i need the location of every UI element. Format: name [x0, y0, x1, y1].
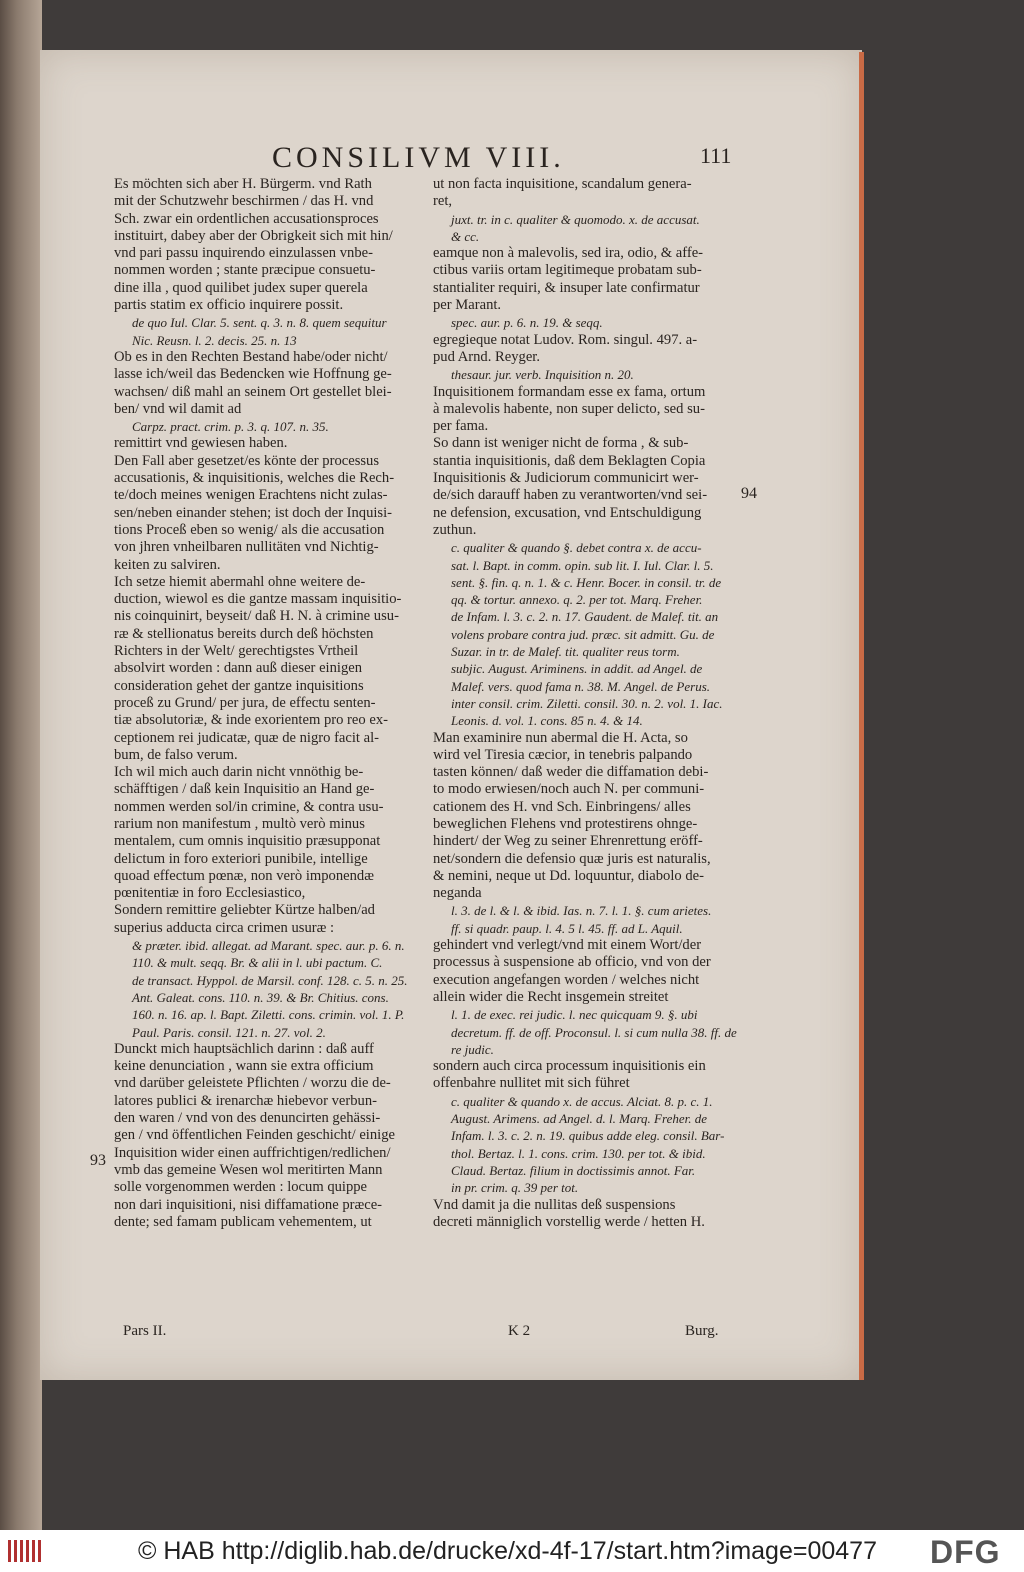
citation-line: c. qualiter & quando x. de accus. Alciat. 8. p. c. 1. — [451, 1093, 713, 1109]
text-line: absolvirt worden : dann auß dieser einigen — [114, 660, 363, 677]
text-line: proceß zu Grund/ per jura, de effectu senten- — [114, 694, 376, 711]
text-line: So dann ist weniger nicht de forma , & sub- — [433, 435, 689, 452]
text-line: Man examinire nun abermal die H. Acta, so — [433, 729, 688, 746]
citation-line: l. 3. de l. & l. & ibid. Ias. n. 7. l. 1. §. cum arietes. — [451, 903, 712, 919]
text-line: mentalem, cum omnis inquisitio præsupponat — [114, 833, 381, 850]
citation-line: sent. §. fin. q. n. 1. & c. Henr. Bocer. in consil. tr. de — [451, 574, 722, 590]
text-line: keine denunciation , wann sie extra officium — [114, 1058, 374, 1075]
citation-line: c. qualiter & quando §. debet contra x. de accu- — [451, 540, 702, 556]
citation-line: Suzar. in tr. de Malef. tit. qualiter reus torm. — [451, 644, 680, 660]
citation-line: de transact. Hyppol. de Marsil. conf. 128. c. 5. n. 25. — [132, 972, 408, 988]
text-line: à malevolis habente, non super delicto, sed su- — [433, 400, 705, 417]
citation-line: Infam. l. 3. c. 2. n. 19. quibus adde eleg. consil. Bar- — [451, 1128, 725, 1144]
text-line: solle vorgenommen werden : locum quippe — [114, 1179, 368, 1196]
citation-line: Leonis. d. vol. 1. cons. 85 n. 4. & 14. — [451, 713, 643, 729]
citation-line: thesaur. jur. verb. Inquisition n. 20. — [451, 367, 634, 383]
text-line: beweglichen Flehens vnd protestirens ohnge- — [433, 815, 698, 832]
citation-line: volens probare contra jud. præc. sit admitt. Gu. de — [451, 626, 715, 642]
citation-line: Nic. Reusn. l. 2. decis. 25. n. 13 — [132, 332, 297, 348]
text-line: tions Proceß eben so wenig/ als die accusation — [114, 521, 385, 538]
dfg-logo: DFG — [930, 1534, 1001, 1570]
text-line: bum, de falso verum. — [114, 746, 238, 763]
text-line: offenbahre nullitet mit sich führet — [433, 1075, 630, 1092]
text-line: pud Arnd. Reyger. — [433, 348, 541, 365]
text-line: de/sich darauff haben zu verantworten/vnd sei- — [433, 487, 708, 504]
text-line: zuthun. — [433, 521, 477, 538]
citation-line: re judic. — [451, 1041, 494, 1057]
right-text-column — [433, 176, 738, 1231]
citation-line: in pr. crim. q. 39 per tot. — [451, 1180, 579, 1196]
citation-line: thol. Bertaz. l. 1. cons. crim. 130. per tot. & ibid. — [451, 1145, 706, 1161]
page-title: CONSILIVM VIII. — [272, 141, 565, 174]
text-line: delictum in foro exteriori punibile, intellige — [114, 850, 368, 867]
text-line: von jhren vnheilbaren nullitäten vnd Nichtig- — [114, 539, 379, 556]
text-line: partis statim ex officio inquirere possit. — [114, 297, 344, 314]
footer-signature: K 2 — [508, 1323, 531, 1339]
citation-line: spec. aur. p. 6. n. 19. & seqq. — [451, 315, 603, 331]
text-line: Richters in der Welt/ gerechtigstes Vrtheil — [114, 643, 359, 660]
text-line: & nemini, neque ut Dd. loquuntur, diabolo de- — [433, 867, 704, 884]
text-line: keiten zu salviren. — [114, 556, 221, 573]
text-line: to modo erwiesen/noch auch N. per communi- — [433, 781, 705, 798]
text-line: tiæ absolutoriæ, & inde exorientem pro reo ex- — [114, 712, 388, 729]
text-line: latores publici & irenarchæ hiebevor verbun- — [114, 1092, 378, 1109]
citation-line: sat. l. Bapt. in comm. opin. sub lit. I. Iul. Clar. l. 5. — [451, 557, 714, 573]
text-line: sondern auch circa processum inquisitionis ein — [433, 1058, 706, 1075]
text-line: pœnitentiæ in foro Ecclesiastico, — [114, 885, 306, 902]
text-line: dente; sed famam publicam vehementem, ut — [114, 1213, 372, 1230]
text-line: stantia inquisitionis, daß dem Beklagten Copia — [433, 452, 706, 469]
citation-line: & cc. — [451, 228, 480, 244]
margin-note-left: 93 — [90, 1152, 106, 1169]
credit-link[interactable]: © HAB http://diglib.hab.de/drucke/xd-4f-17/start.htm?image=00477 — [138, 1537, 877, 1565]
text-line: processus à suspensione ab officio, vnd von der — [433, 954, 711, 971]
text-line: vmb das gemeine Wesen wol meritirten Mann — [114, 1161, 383, 1178]
text-line: consideration gehet der gantze inquisitions — [114, 677, 364, 694]
text-line: Den Fall aber gesetzet/es könte der processus — [114, 452, 380, 469]
text-line: Ich setze hiemit abermahl ohne weitere de- — [114, 573, 366, 590]
citation-line: Carpz. pract. crim. p. 3. q. 107. n. 35. — [132, 419, 329, 435]
text-line: allein wider die Recht insgemein streitet — [433, 988, 669, 1005]
footer-part: Pars II. — [123, 1323, 167, 1339]
text-line: Sch. zwar ein ordentlichen accusationsproces — [114, 210, 379, 227]
citation-line: Claud. Bertaz. filium in doctissimis annot. Far. — [451, 1162, 696, 1178]
text-line: rarium non manifestum , multò verò minus — [114, 815, 365, 832]
text-line: Sondern remittire geliebter Kürtze halben/ad — [114, 902, 375, 919]
text-line: ne defension, excusation, vnd Entschuldigung — [433, 504, 702, 521]
text-line: gehindert vnd verlegt/vnd mit einem Wort/der — [433, 937, 702, 954]
citation-line: qq. & tortur. annexo. q. 2. per tot. Marq. Freher. — [451, 592, 703, 608]
text-line: ben/ vnd wil damit ad — [114, 400, 242, 417]
text-line: decreti männiglich vorstellig werde / hetten H. — [433, 1213, 705, 1230]
citation-line: de Infam. l. 3. c. 2. n. 17. Gaudent. de Malef. tit. an — [451, 609, 719, 625]
citation-line: inter consil. crim. Ziletti. consil. 30. n. 2. vol. 1. Iac. — [451, 695, 723, 711]
text-line: quoad effectum pœnæ, non verò imponendæ — [114, 867, 374, 884]
text-line: sen/neben einander stehen; ist doch der Inquisi- — [114, 504, 393, 521]
text-line: stantialiter requiri, & insuper late confirmatur — [433, 279, 700, 296]
left-text-column — [114, 176, 414, 1231]
text-line: vnd darüber geleistete Pflichten / worzu die de- — [114, 1075, 391, 1092]
text-line: mit der Schutzwehr beschirmen / das H. vnd — [114, 193, 374, 210]
text-line: Vnd damit ja die nullitas deß suspensions — [433, 1196, 676, 1213]
text-line: Inquisition wider einen auffrichtigen/redlichen/ — [114, 1144, 391, 1161]
text-line: eamque non à malevolis, sed ira, odio, & affe- — [433, 245, 704, 262]
citation-line: Paul. Paris. consil. 121. n. 27. vol. 2. — [132, 1024, 326, 1040]
text-line: dine illa , quod quilibet judex super querela — [114, 279, 368, 296]
citation-line: subjic. August. Ariminens. in addit. ad Angel. de — [451, 661, 703, 677]
text-line: Inquisitionis & Judiciorum communicirt wer- — [433, 470, 699, 487]
citation-line: & præter. ibid. allegat. ad Marant. spec. aur. p. 6. n. — [132, 938, 405, 954]
text-line: ut non facta inquisitione, scandalum genera- — [433, 176, 692, 192]
text-line: execution angefangen worden / welches nicht — [433, 971, 700, 988]
text-line: schäfftigen / daß kein Inquisitio an Hand ge- — [114, 781, 375, 798]
citation-line: de quo Iul. Clar. 5. sent. q. 3. n. 8. quem sequitur — [132, 315, 387, 331]
text-line: wird vel Tiresia cæcior, in tenebris palpando — [433, 746, 693, 763]
hab-logo-icon — [6, 1536, 46, 1566]
text-line: net/sondern die defensio quæ juris est naturalis, — [433, 850, 711, 867]
text-line: ret, — [433, 193, 453, 210]
text-line: hindert/ der Weg zu seiner Ehrenrettung eröff- — [433, 833, 703, 850]
text-line: ceptionem rei judicatæ, quæ de nigro facit al- — [114, 729, 380, 746]
text-line: ræ & stellionatus bereits durch deß höchsten — [114, 625, 374, 642]
text-line: Dunckt mich hauptsächlich darinn : daß auff — [114, 1040, 374, 1057]
text-line: instituirt, dabey aber der Obrigkeit sich mit hin/ — [114, 227, 393, 244]
citation-line: 160. n. 16. ap. l. Bapt. Ziletti. cons. crimin. vol. 1. P. — [132, 1007, 405, 1023]
text-line: te/doch meines wenigen Erachtens nicht zulas- — [114, 487, 388, 504]
text-line: egregieque notat Ludov. Rom. singul. 497. a- — [433, 331, 698, 348]
text-line: Ich wil mich auch darin nicht vnnöthig be- — [114, 764, 364, 781]
citation-line: l. 1. de exec. rei judic. l. nec quicquam 9. §. ubi — [451, 1007, 698, 1023]
text-line: lasse ich/weil das Bedencken wie Hoffnung ge- — [114, 366, 392, 383]
text-line: gen / vnd öffentlichen Feinden geschicht/ einige — [114, 1127, 395, 1144]
text-line: Inquisitionem formandam esse ex fama, ortum — [433, 383, 706, 400]
citation-line: juxt. tr. in c. qualiter & quomodo. x. de accusat. — [451, 211, 700, 227]
page-number: 111 — [700, 143, 732, 168]
footer-catchword: Burg. — [685, 1323, 719, 1339]
text-line: non dari inquisitioni, nisi diffamatione præce- — [114, 1196, 383, 1213]
text-line: per Marant. — [433, 297, 502, 314]
citation-line: August. Arimens. ad Angel. d. l. Marq. Freher. de — [451, 1111, 708, 1127]
text-line: remittirt vnd gewiesen haben. — [114, 435, 288, 452]
text-line: wachsen/ diß mahl an seinem Ort gestellet blei- — [114, 383, 392, 400]
page-edge-red — [859, 52, 864, 1380]
margin-note-right: 94 — [741, 485, 757, 502]
text-line: duction, wiewol es die gantze massam inquisitio- — [114, 591, 402, 608]
text-line: vnd pari passu inquirendo einzulassen vnbe- — [114, 245, 373, 262]
citation-line: Ant. Galeat. cons. 110. n. 39. & Br. Chitius. cons. — [132, 989, 389, 1005]
text-line: accusationis, & inquisitionis, welches die Rech- — [114, 470, 395, 487]
text-line: nommen worden ; stante præcipue consuetu- — [114, 262, 376, 279]
citation-line: ff. si quadr. paup. l. 4. 5 l. 45. ff. ad L. Aquil. — [451, 920, 683, 936]
facing-page-edge — [0, 0, 42, 1530]
text-line: neganda — [433, 885, 482, 902]
citation-line: Malef. vers. quod fama n. 38. M. Angel. de Perus. — [451, 678, 710, 694]
text-line: per fama. — [433, 418, 489, 435]
text-line: superius adducta circa crimen usuræ : — [114, 919, 335, 936]
text-line: Ob es in den Rechten Bestand habe/oder nicht/ — [114, 348, 388, 365]
text-line: ctibus variis ortam legitimeque probatam sub- — [433, 262, 702, 279]
text-line: nommen werden sol/in crimine, & contra usu- — [114, 798, 384, 815]
citation-line: decretum. ff. de off. Proconsul. l. si cum nulla 38. ff. de — [451, 1024, 737, 1040]
text-line: den waren / vnd von des denuncirten gehässi- — [114, 1110, 381, 1127]
text-line: tasten können/ daß weder die diffamation debi- — [433, 764, 709, 781]
text-line: Es möchten sich aber H. Bürgerm. vnd Rath — [114, 176, 372, 192]
citation-line: 110. & mult. seqq. Br. & alii in l. ubi pactum. C. — [132, 955, 383, 971]
text-line: nis coinquinirt, beyseit/ daß H. N. à crimine usu- — [114, 608, 399, 625]
text-line: cationem des H. vnd Sch. Einbringens/ alles — [433, 798, 691, 815]
